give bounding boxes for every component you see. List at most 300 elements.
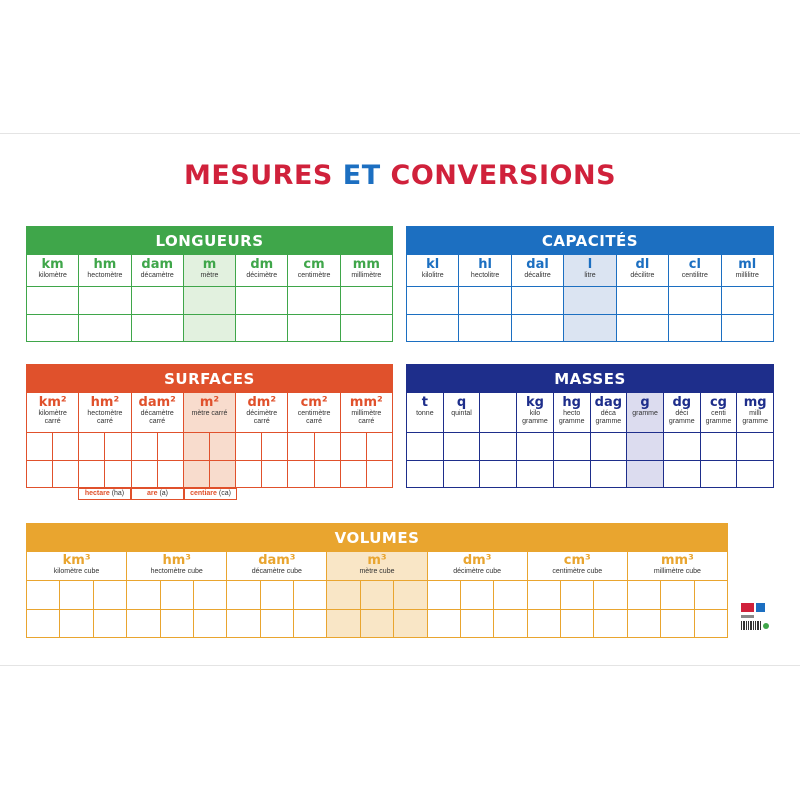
masses-entry-row [554,461,590,488]
volumes-unit-label [528,552,627,581]
publisher-logo [741,603,771,643]
surfaces-entry-cell [315,461,340,488]
unit-symbol: m² [199,395,220,410]
surfaces-entry-row [341,461,392,488]
volumes-entry-row [227,581,326,610]
longueurs-heading: LONGUEURS [27,227,392,255]
volumes-entry-cell [127,610,160,638]
longueurs-column-centimetre [288,255,340,341]
surfaces-entry-cell [158,461,183,488]
capacites-entry-row [669,287,720,315]
unit-symbol: dg [672,395,692,410]
surfaces-heading: SURFACES [27,365,392,393]
volumes-entry-cell [461,610,494,638]
longueurs-unit-label [184,255,235,287]
surfaces-entry-cell [132,461,158,488]
unit-name: kilomètre [38,271,67,279]
capacites-entry-cell [617,287,668,314]
volumes-unit-label [428,552,527,581]
unit-symbol: mm [352,257,380,272]
masses-unit-label [664,393,700,433]
volumes-entry-cell [494,610,526,638]
capacites-heading: CAPACITÉS [407,227,773,255]
masses-entry-cell [517,433,553,460]
longueurs-column-hectometre [79,255,131,341]
volumes-column-decimetre-cube [428,552,528,637]
longueurs-entry-row [341,315,392,342]
capacites-entry-cell [407,315,458,342]
volumes-entry-row [127,581,226,610]
unit-symbol: dm³ [462,553,492,568]
volumes-entry-cell [294,610,326,638]
are-bold: are [146,490,158,497]
volumes-entry-cell [94,610,126,638]
masses-unit-label [407,393,443,433]
volumes-entry-cell [661,581,694,609]
capacites-entry-row [669,315,720,342]
surfaces-entry-cell [367,433,392,460]
longueurs-entry-cell [184,287,235,314]
unit-name: millimètre [351,271,382,279]
longueurs-entry-cell [341,315,392,342]
unit-name: kilolitre [421,271,444,279]
longueurs-entry-row [184,287,235,315]
masses-entry-row [554,433,590,461]
volumes-column-metre-cube [327,552,427,637]
masses-entry-cell [554,433,590,460]
masses-entry-cell [701,461,737,488]
capacites-entry-row [407,287,458,315]
masses-entry-cell [480,461,516,488]
volumes-entry-cell [661,610,694,638]
longueurs-column-metre [184,255,236,341]
masses-entry-row [737,461,773,488]
masses-entry-cell [444,461,480,488]
surfaces-entry-cell [262,461,287,488]
capacites-entry-row [617,287,668,315]
surfaces-column-kilometre-carre [27,393,79,487]
volumes-entry-cell [494,581,526,609]
volumes-entry-cell [594,581,626,609]
capacites-entry-cell [512,287,563,314]
unit-name: kilomètre carré [38,409,67,426]
unit-name: hectolitre [470,271,500,279]
unit-name: kilomètre cube [53,567,100,575]
capacites-entry-cell [669,315,720,342]
unit-name: millimètre carré [351,409,382,426]
longueurs-entry-row [184,315,235,342]
capacites-unit-label [564,255,615,287]
unit-name: kilo gramme [522,409,548,426]
unit-symbol: m [202,257,217,272]
capacites-entry-row [512,315,563,342]
surfaces-entry-cell [184,461,210,488]
surfaces-unit-label [132,393,183,433]
longueurs-column-decimetre [236,255,288,341]
surfaces-entry-cell [105,461,130,488]
volumes-entry-cell [194,610,226,638]
volumes-entry-cell [261,581,294,609]
surfaces-unit-label [184,393,235,433]
longueurs-entry-cell [132,287,183,314]
volumes-column-kilometre-cube [27,552,127,637]
capacites-panel [406,226,774,342]
volumes-entry-cell [227,610,260,638]
longueurs-unit-label [341,255,392,287]
surfaces-column-decametre-carre [132,393,184,487]
volumes-entry-cell [361,610,394,638]
masses-unit-label [444,393,480,433]
masses-column-centi-gramme [701,393,738,487]
unit-symbol: dm [250,257,274,272]
volumes-entry-row [428,610,527,638]
surfaces-entry-cell [288,433,314,460]
capacites-entry-cell [512,315,563,342]
capacites-entry-cell [669,287,720,314]
masses-column-deci-gramme [664,393,701,487]
unit-symbol: km³ [62,553,91,568]
surfaces-entry-cell [79,433,105,460]
masses-entry-cell [627,461,663,488]
unit-symbol: cm² [300,395,328,410]
volumes-entry-cell [628,581,661,609]
volumes-entry-cell [361,581,394,609]
volumes-column-hectometre-cube [127,552,227,637]
longueurs-entry-cell [341,287,392,314]
volumes-column-centimetre-cube [528,552,628,637]
longueurs-entry-row [236,287,287,315]
volumes-entry-cell [695,610,727,638]
capacites-entry-cell [564,287,615,314]
masses-entry-cell [591,433,627,460]
unit-name: centimètre carré [297,409,331,426]
unit-symbol: ml [738,257,757,272]
longueurs-unit-label [79,255,130,287]
volumes-entry-cell [428,581,461,609]
capacites-entry-cell [564,315,615,342]
masses-entry-row [627,461,663,488]
masses-column-hecto-gramme [554,393,591,487]
volumes-entry-cell [27,610,60,638]
longueurs-entry-cell [236,287,287,314]
surfaces-entry-row [184,433,235,461]
masses-entry-row [591,461,627,488]
unit-name: hectomètre cube [150,567,203,575]
masses-entry-row [517,433,553,461]
volumes-entry-cell [261,610,294,638]
longueurs-unit-label [236,255,287,287]
surfaces-entry-row [184,461,235,488]
longueurs-entry-row [27,287,78,315]
surfaces-unit-label [341,393,392,433]
unit-symbol: mm² [349,395,383,410]
volumes-entry-cell [561,581,594,609]
masses-unit-label [517,393,553,433]
masses-column-kilo-gramme [517,393,554,487]
surfaces-entry-row [341,433,392,461]
capacites-entry-cell [459,315,510,342]
longueurs-entry-row [288,315,339,342]
unit-symbol: dam [141,257,174,272]
capacites-unit-label [512,255,563,287]
volumes-entry-cell [594,610,626,638]
unit-name: déca gramme [595,409,622,426]
surfaces-entry-row [27,461,78,488]
surfaces-entry-row [288,461,339,488]
surfaces-entry-cell [341,433,367,460]
title-word-mesures: MESURES [183,160,333,191]
volumes-entry-cell [528,610,561,638]
surfaces-entry-row [79,433,130,461]
unit-name: décamètre carré [140,409,174,426]
volumes-entry-cell [628,610,661,638]
volumes-column-decametre-cube [227,552,327,637]
volumes-unit-label [227,552,326,581]
masses-heading: MASSES [407,365,773,393]
title-word-conversions: CONVERSIONS [390,160,617,191]
volumes-entry-cell [161,581,194,609]
surfaces-column-decimetre-carre [236,393,288,487]
unit-symbol: dl [635,257,650,272]
unit-symbol: hm [93,257,117,272]
unit-symbol: km [41,257,64,272]
longueurs-entry-cell [184,315,235,342]
longueurs-column-decametre [132,255,184,341]
volumes-entry-cell [428,610,461,638]
volumes-entry-row [227,610,326,638]
masses-panel [406,364,774,488]
volumes-entry-cell [127,581,160,609]
unit-symbol: hl [478,257,492,272]
longueurs-panel [26,226,393,342]
capacites-entry-row [459,287,510,315]
surfaces-entry-cell [105,433,130,460]
unit-symbol: cg [709,395,727,410]
longueurs-entry-row [288,287,339,315]
unit-name: décimètre carré [246,409,278,426]
masses-unit-label [701,393,737,433]
volumes-entry-cell [27,581,60,609]
surfaces-entry-row [236,461,287,488]
capacites-entry-row [564,287,615,315]
title-word-et: ET [342,160,381,191]
unit-symbol: hm² [90,395,120,410]
hectare-bold: hectare [84,490,110,497]
surfaces-unit-label [288,393,339,433]
masses-column-quintal [444,393,481,487]
surfaces-column-hectometre-carre [79,393,131,487]
unit-symbol: g [640,395,650,410]
unit-name: décamètre cube [251,567,302,575]
masses-entry-cell [517,461,553,488]
masses-entry-row [444,461,480,488]
capacites-entry-row [617,315,668,342]
capacites-entry-cell [617,315,668,342]
volumes-entry-cell [327,610,360,638]
masses-entry-cell [701,433,737,460]
unit-symbol: dam² [138,395,176,410]
volumes-entry-cell [461,581,494,609]
masses-entry-cell [407,433,443,460]
centiare-label [184,488,237,500]
masses-entry-cell [591,461,627,488]
unit-name: décalitre [524,271,551,279]
volumes-entry-cell [327,581,360,609]
surfaces-column-centimetre-carre [288,393,340,487]
masses-column-tonne [407,393,444,487]
unit-symbol: km² [38,395,67,410]
unit-symbol: dam³ [258,553,296,568]
surfaces-entry-cell [341,461,367,488]
capacites-entry-row [459,315,510,342]
longueurs-entry-row [79,315,130,342]
masses-entry-row [480,461,516,488]
masses-column-blank [480,393,517,487]
unit-name: décimètre cube [453,567,502,575]
capacites-column-decalitre [512,255,564,341]
unit-symbol: mm³ [661,553,694,568]
masses-entry-cell [737,433,773,460]
unit-name: déci gramme [668,409,695,426]
volumes-entry-row [327,610,426,638]
capacites-column-decilitre [617,255,669,341]
capacites-entry-cell [722,287,773,314]
capacites-unit-label [722,255,773,287]
surfaces-unit-label [27,393,78,433]
unit-symbol: cl [688,257,701,272]
unit-name: hecto gramme [558,409,585,426]
surfaces-column-millimetre-carre [341,393,392,487]
unit-name: décamètre [140,271,174,279]
unit-symbol: cm³ [563,553,591,568]
masses-entry-cell [664,433,700,460]
longueurs-entry-cell [79,315,130,342]
masses-entry-row [480,433,516,461]
unit-symbol: dal [526,257,549,272]
unit-name: décimètre [246,271,278,279]
surfaces-entry-cell [27,461,53,488]
surfaces-unit-label [79,393,130,433]
unit-symbol: t [421,395,428,410]
unit-symbol: m³ [367,553,387,568]
longueurs-entry-row [79,287,130,315]
volumes-entry-cell [60,581,93,609]
masses-entry-row [664,433,700,461]
surfaces-entry-cell [288,461,314,488]
unit-name: hectomètre carré [87,409,123,426]
unit-symbol: kl [426,257,440,272]
unit-name: millilitre [735,271,759,279]
surfaces-entry-cell [367,461,392,488]
longueurs-entry-row [27,315,78,342]
volumes-entry-cell [227,581,260,609]
unit-name: tonne [416,409,434,417]
volumes-entry-row [528,581,627,610]
unit-symbol: dm² [247,395,277,410]
surfaces-entry-cell [315,433,340,460]
unit-symbol: mg [743,395,767,410]
capacites-entry-row [722,287,773,315]
surfaces-entry-cell [210,433,235,460]
longueurs-entry-row [236,315,287,342]
volumes-entry-cell [695,581,727,609]
capacites-column-millilitre [722,255,773,341]
volumes-entry-row [428,581,527,610]
masses-entry-row [407,433,443,461]
longueurs-entry-cell [132,315,183,342]
masses-entry-cell [737,461,773,488]
volumes-unit-label [27,552,126,581]
masses-entry-cell [664,461,700,488]
volumes-entry-cell [394,581,426,609]
unit-name: litre [584,271,596,279]
capacites-entry-cell [407,287,458,314]
surfaces-entry-cell [27,433,53,460]
volumes-entry-row [27,581,126,610]
longueurs-column-kilometre [27,255,79,341]
masses-entry-row [701,433,737,461]
hectare-abbr: (ha) [109,490,125,497]
capacites-column-hectolitre [459,255,511,341]
volumes-entry-row [127,610,226,638]
surfaces-entry-row [288,433,339,461]
volumes-unit-label [628,552,727,581]
longueurs-entry-cell [288,315,339,342]
capacites-entry-row [722,315,773,342]
unit-name: centi gramme [705,409,732,426]
masses-unit-label [554,393,590,433]
masses-entry-cell [407,461,443,488]
volumes-entry-row [27,610,126,638]
longueurs-entry-cell [27,315,78,342]
unit-name: mètre [200,271,219,279]
volumes-column-millimetre-cube [628,552,727,637]
surfaces-entry-cell [236,433,262,460]
unit-symbol: l [587,257,593,272]
unit-name: quintal [451,409,472,417]
volumes-entry-cell [94,581,126,609]
volumes-entry-cell [294,581,326,609]
surfaces-entry-row [79,461,130,488]
longueurs-column-millimetre [341,255,392,341]
unit-symbol: hm³ [162,553,191,568]
surfaces-entry-row [27,433,78,461]
longueurs-entry-cell [79,287,130,314]
surfaces-entry-cell [236,461,262,488]
surfaces-entry-cell [132,433,158,460]
masses-entry-row [407,461,443,488]
centiare-bold: centiare [190,490,217,497]
surfaces-entry-cell [158,433,183,460]
masses-column-deca-gramme [591,393,628,487]
masses-unit-label [627,393,663,433]
volumes-entry-cell [161,610,194,638]
surfaces-panel [26,364,393,488]
capacites-column-centilitre [669,255,721,341]
volumes-entry-row [628,581,727,610]
volumes-heading: VOLUMES [27,524,727,552]
volumes-entry-cell [194,581,226,609]
masses-unit-label [480,393,516,433]
longueurs-entry-cell [236,315,287,342]
are-label [131,488,184,500]
unit-name: millimètre cube [653,567,701,575]
longueurs-entry-row [132,287,183,315]
masses-column-gramme [627,393,664,487]
masses-entry-row [701,461,737,488]
longueurs-unit-label [27,255,78,287]
surfaces-entry-cell [184,433,210,460]
